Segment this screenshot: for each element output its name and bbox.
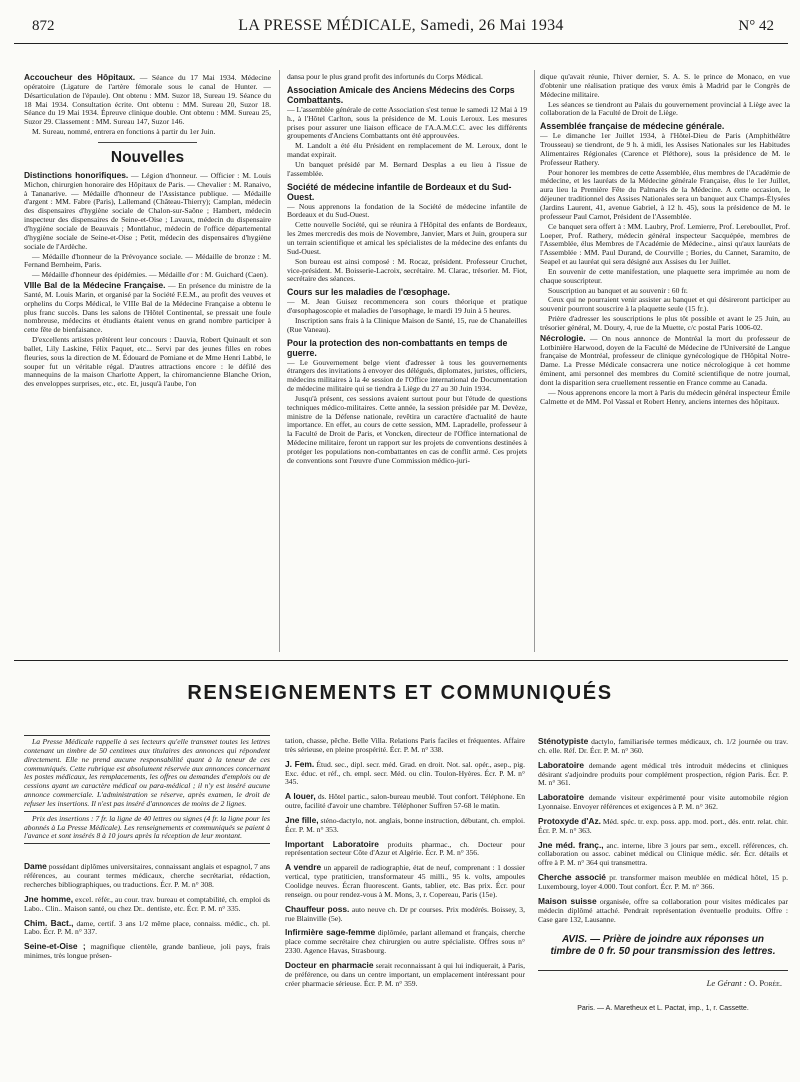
heading-necrologie: Nécrologie.: [540, 332, 586, 343]
paragraph: — Le dimanche 1er Juillet 1934, à l'Hôtel-Dieu de Paris (Amphithéâtre Trousseau) se tiendront, de 9 h. à midi, les Assises Nationales sur les Habitudes Alimentaires Régionales (Carence et Pléthore), sous la présidence de M. le Professeur Rathery.: [540, 131, 790, 167]
column-3: [540, 73, 790, 408]
paragraph: — Nous apprenons la fondation de la Société de médecine infantile de Bordeaux et du Sud-Ouest.: [287, 201, 527, 220]
classified-ad: Important Laboratoire produits pharmac., ch. Docteur pour représentation secteur Côte d'Azur et Algérie. Écr. P. M. n° 356.: [285, 838, 525, 858]
paragraph: Distinctions honorifiques. — Légion d'honneur. — Officier : M. Louis Michon, chirurgien honoraire des Hôpitaux de Paris. — Chevalier : M. Ranaivo, à Tananarive. — Médaille d'honneur de l'Assistance publique. — Médaille d'argent : MM. Fabre (Paris), Lallemand (Château-Thierry); Camplan, médecin des dispensaires d'hygiène sociale de Chalon-sur-Saône ; Hambert, médecin inspecteur des dispensaires de Seine-et-Oise ; Lavaux, médecin du dispensaire d'hygiène sociale de Beauvais ; Montlahuc, médecin de l'office départemental d'hygiène sociale de Seine-et-Oise ; Petit, médecin des dispensaires d'hygiène sociale de l'Ardèche.: [24, 169, 271, 251]
issue-number: N° 42: [738, 18, 774, 34]
paragraph: Jusqu'à présent, ces sessions avaient surtout pour but l'étude de questions techniques médico-militaires. Cette année, la session présidée par M. Devèze, ministre de la Défense nationale, revêtira un caractère d'actualité de haute importance. En effet, au cours de cette session, MM. Lapradelle, professeur à la Faculté de Droit de Paris, et Voncken, directeur de l'Office international de Médecine militaire, feront un rapport sur les projets de conventions destinées à protéger les populations non-combattantes en cas de conflit armé. Ces projets de conventions sont l'œuvre d'une Commission médico-juri-: [287, 393, 527, 465]
paragraph: dansa pour le plus grand profit des infortunés du Corps Médical.: [287, 73, 483, 81]
column-2: [287, 73, 527, 467]
section-rule: [14, 660, 788, 661]
classified-ad: Docteur en pharmacie serait reconnaissant à qui lui indiquerait, à Paris, de préférence, ou dans un centre important, un emplacement intéressant pour créer pharmacie sérieuse. Écr. P. M. n° 359.: [285, 959, 525, 988]
column-divider: [279, 70, 280, 652]
paragraph: Cette nouvelle Société, qui se réunira à l'Hôpital des enfants de Bordeaux, les 2mes mercredis des mois de Novembre, Janvier, Mars et Juin, groupera sur un terrain scientifique et amical les spécialistes de la médecine des enfants du Sud-Ouest.: [287, 220, 527, 256]
heading-amicale: Association Amicale des Anciens Médecins des Corps Combattants.: [287, 84, 515, 105]
classified-ad: Jne méd. franç., anc. interne, libre 3 jours par sem., excell. références, ch. collaboration ou assoc. cabinet médical ou Clinique médic. sér. Écr. détails et offre à P. M. n° 364 qui transmettra.: [538, 839, 788, 868]
paragraph: dique qu'avait réunie, l'hiver dernier, S. A. S. le prince de Monaco, en vue d'obtenir une réalisation pratique des vœux émis à Madrid par le Congrès de Médecine militaire.: [540, 73, 790, 99]
price-notice: Prix des insertions : 7 fr. la ligne de 40 lettres ou signes (4 fr. la ligne pour les abonnés à La Presse Médicale). Les renseignements et communiqués se paient à l'avance et sont insérés 8 à 10 jours après la réception de leur montant.: [24, 813, 270, 845]
paragraph: Pour honorer les membres de cette Assemblée, élus membres de l'Académie de médecine, et les lauréats de la Médecine générale Française, élus le 1er Juillet, aura lieu la Première Fête du Palmarès de la Médecine. A cette occasion, le déjeuner traditionnel des Assises Nationales sera un banquet aux Champs-Élysées (Jardins Laurent, 41, avenue Gabriel, à 12 h. 45), sous la présidence de M. le professeur Paul Carnot, Président de l'Assemblée.: [540, 167, 790, 221]
paragraph: — L'assemblée générale de cette Association s'est tenue le samedi 12 Mai à 19 h., à l'Hôtel Carlton, sous la présidence de M. Louis Leroux. Les mesures prises pour assurer une liaison efficace de l'A.A.M.C.C. avec les différents groupements d'Anciens Combattants ont été approuvées.: [287, 104, 527, 141]
classified-ad: Laboratoire demande visiteur expérimenté pour visite automobile région Lyonnaise. Envoyer références et exigences à P. M. n° 362.: [538, 792, 788, 812]
section-title: RENSEIGNEMENTS ET COMMUNIQUÉS: [187, 682, 613, 704]
separator: [98, 142, 197, 143]
classified-ad: A vendre un appareil de radiographie, état de neuf, comprenant : 1 dossier vertical, type pratiticien, transformateur 45 milli., 95 k. volts, ampoules Coolidge neuves. Écran fluorescent. Gants, tablier, etc. Bas prix. Écr. pour renseign. ou pour rendez-vous à M. Mons, 3, r. Copereau, Paris (15e).: [285, 862, 525, 899]
paragraph: Accoucheur des Hôpitaux. — Séance du 17 Mai 1934. Médecine opératoire (Ligature de l'artère fémorale sous le canal de Hunter. — Désarticulation de l'épaule). Ont obtenu : MM. Suzor 18, Sureau 19. Séance du 18 Mai 1934. Consultation écrite. Ont obtenu : MM. Sureau 20, Suzor 18. Séance du 19 Mai 1934. Épreuve clinique double. Ont obtenu : MM. Sureau 25, Suzor 29. Classement : MM. Sureau 147, Suzor 146.: [24, 73, 271, 127]
heading-protection: Pour la protection des non-combattants en temps de guerre.: [287, 337, 508, 358]
classified-ad: Sténotypiste dactylo, familiarisée termes médicaux, ch. 1/2 journée ou trav. ch. elle. Réf. Dr. Écr. P. M. n° 360.: [538, 737, 788, 755]
classified-ad: Chauffeur poss. auto neuve ch. Dr pr courses. Prix modérés. Boissey, 3, rue Blainville (5e).: [285, 903, 525, 923]
paragraph: Ceux qui ne pourraient venir assister au banquet et qui désireront participer au souvenir pourront souscrire à la plaquette seule (15 fr.).: [540, 295, 790, 314]
classified-ad: Chim. Bact., dame, certif. 3 ans 1/2 même place, connaiss. médic., ch. pl. Labo. Écr. P. M. n° 337.: [24, 917, 270, 937]
classified-ad: Infirmière sage-femme diplômée, parlant allemand et français, cherche place comme secrétaire chez chirurgien ou autre spécialiste. Offres sous n° 2330. Agence Havas, Strasbourg.: [285, 927, 525, 956]
notice-box: La Presse Médicale rappelle à ses lecteurs qu'elle transmet toutes les lettres contenant un timbre de 50 centimes aux titulaires des annonces qui répondent directement. Elle ne prend aucune responsabilité quant à la teneur de ces communiqués. Cette rubrique est absolument réservée aux annonces concernant les postes médicaux, les remplacements, les offres ou demandes d'emplois ou de cessions ayant un caractère médical ou para-médical ; il n'y est inséré aucune annonce commerciale. L'administration se réserve, après examen, le droit de refuser les insertions. Il n'est pas inséré d'annonces de moins de 2 lignes.: [24, 735, 270, 812]
classified-ad: Jne fille, sténo-dactylo, not. anglais, bonne instruction, débutant, ch. emploi. Écr. P. M. n° 353.: [285, 814, 525, 834]
classifieds-column-2: [285, 737, 525, 989]
classified-ad: Laboratoire demande agent médical très introduit médecins et cliniques désirant s'adjoindre produits pour complément prospection, région Paris. Écr. P. M. n° 361.: [538, 759, 788, 788]
classified-ad: Seine-et-Oise ; magnifique clientèle, grande banlieue, joli pays, frais minimes, très longue présen-: [24, 941, 270, 961]
classified-ad: Dame possédant diplômes universitaires, connaissant anglais et espagnol, 7 ans références, au courant termes médicaux, cherche secrétariat, rédaction, recherches bibliographiques, ou traductions. Écr. P. M. n° 308.: [24, 861, 270, 889]
classified-ad: J. Fem. Étud. sec., dipl. secr. méd. Grad. en droit. Not. sal. opér., asep., pig. Exc. éduc. et réf., ch. empl. secr. Méd. ou clin. Toulon-Hyères. Écr. P. M. n° 345.: [285, 758, 525, 787]
classified-ad: Protoxyde d'Az. Méd. spéc. tr. exp. poss. app. mod. port., dés. entr. relat. chir. Écr. P. M. n° 363.: [538, 815, 788, 835]
paragraph: M. Sureau, nommé, entrera en fonctions à partir du 1er Juin.: [32, 127, 216, 137]
classified-ad: Jne homme, excel. référ., au cour. trav. bureau et comptabilité, ch. emploi ds Labo.. Clin.. Maison santé, ou chez Dr.. dentiste, etc. Écr. P. M. n° 335.: [24, 893, 270, 913]
paragraph: Ce banquet sera offert à : MM. Laubry, Prof. Lemierre, Prof. Lereboullet, Prof. Loeper, Prof. Rathery, médecin général inspecteur Sacquépée, membres de l'Assemblée, élus Membres de l'Académie de Médecine., ainsi qu'aux lauréats de l'Assemblée : MM. Paul Durand, de Courville ; Bories, du Cannet, Saramito, de Seapel et au lauréat qui sera désigné aux Assises du 1er Juillet.: [540, 221, 790, 267]
paragraph: — Médaille d'honneur de la Prévoyance sociale. — Médaille de bronze : M. Fernand Bernheim, Paris.: [24, 251, 271, 270]
paragraph: Les séances se tiendront au Palais du gouvernement provincial à Liège avec la collaboration de la Faculté de Droit de Liège.: [540, 99, 790, 118]
paragraph: Un banquet présidé par M. Bernard Desplas a eu lieu à l'issue de l'assemblée.: [287, 159, 527, 178]
classifieds-column-1: [24, 735, 270, 962]
paragraph: — M. Jean Guisez recommencera son cours théorique et pratique d'œsophagoscopie et maladies de l'œsophage, le mardi 19 Juin à 5 heures.: [287, 297, 527, 316]
classified-ad: tation, chasse, pêche. Belle Villa. Relations Paris faciles et fréquentes. Affaire très sérieuse, en pleine prospérité. Écr. P. M. n° 338.: [285, 737, 525, 754]
heading-bordeaux: Société de médecine infantile de Bordeaux et du Sud-Ouest.: [287, 181, 512, 202]
avis-notice-line-2: timbre de 0 fr. 50 pour transmission des lettres.: [550, 946, 776, 958]
classified-ad: A louer, ds. Hôtel partic., salon-bureau meublé. Tout confort. Téléphone. En outre, facilité d'avoir une chambre. Téléphoner Suffren 57-68 le matin.: [285, 791, 525, 811]
page-header: [14, 14, 788, 44]
heading-oesophage: Cours sur les maladies de l'œsophage.: [287, 287, 450, 298]
paragraph: D'excellents artistes prêtèrent leur concours : Dauvia, Robert Quinault et son ballet, Lily Laskine, Félix Paquet, etc... Servi par des jeunes filles en robes fleuries, sous la direction de M. Édouard de Pomiane et de Mme Henri Labbé, le souper fut un véritable régal. D'autres attractions encore : le défilé des mannequins de la maison Charlotte Appert, la chiromancienne Blanche Orion, des enveloppes surprises, etc., etc. Et, jusqu'à l'aube, l'on: [24, 335, 271, 389]
paragraph: — Le Gouvernement belge vient d'adresser à tous les gouvernements étrangers des invitations à envoyer des délégués, diplomates, juristes, officiers, médecins militaires à la 4e session de l'Office international de Documentation de médecine militaire qui se tiendra à Liège du 27 au 30 Juin 1934.: [287, 357, 527, 394]
heading-assemblee: Assemblée française de médecine générale.: [540, 121, 725, 132]
column-divider: [534, 70, 535, 652]
paragraph: Nécrologie. — On nous annonce de Montréal la mort du professeur de Lotbinière Harwood, doyen de la Faculté de Médecine de l'Université de Langue française de Montréal, professeur de clinique gynécologique de l'Hôpital Notre-Dame. La Presse Médicale consacrera une notice nécrologique à cet homme éminent, ami personnel des membres du Comité scientifique de notre journal, dont la disparition sera cruellement ressentie en France comme au Canada.: [540, 332, 790, 387]
paragraph: En souvenir de cette manifestation, une plaquette sera imprimée au nom de chaque souscripteur.: [540, 266, 790, 285]
printer-imprint: Paris. — A. Maretheux et L. Pactat, imp., 1, r. Cassette.: [577, 1005, 749, 1013]
paragraph: M. Landolt a été élu Président en remplacement de M. Leroux, dont le mandat expirait.: [287, 141, 527, 160]
paragraph: VIIIe Bal de la Médecine Française. — En présence du ministre de la Santé, M. Louis Marin, et organisé par la Société F.E.M., au profit des veuves et orphelins du Corps Médical, le VIIIe Bal de la Médecine Française a obtenu le plus franc succès. Dans les salons de l'Hôtel Continental, se pressait une foule nombreuse, médecins et étudiants étaient venus en grand nombre participer à cette fête de bienfaisance.: [24, 280, 271, 335]
paragraph: — Nous apprenons encore la mort à Paris du médecin général inspecteur Émile Calmette et de MM. Pol Vassal et Robert Henry, anciens internes des hôpitaux.: [540, 387, 790, 406]
journal-title: LA PRESSE MÉDICALE, Samedi, 26 Mai 1934: [238, 17, 564, 34]
section-nouvelles: Nouvelles: [110, 148, 185, 166]
heading-bal: VIIIe Bal de la Médecine Française.: [24, 280, 166, 291]
paragraph: — Médaille d'honneur des épidémies. — Médaille d'or : M. Guichard (Caen).: [32, 270, 268, 280]
heading-distinctions: Distinctions honorifiques.: [24, 169, 129, 180]
page-number: 872: [32, 18, 55, 34]
classifieds-column-3: [538, 737, 788, 1013]
column-1: [24, 73, 271, 390]
paragraph: Prière d'adresser les souscriptions le plus tôt possible et avant le 25 Juin, au trésorier général, M. Doury, 4, rue de la Muette, c/c postal Paris 1006-02.: [540, 314, 790, 332]
paragraph: Inscription sans frais à la Clinique Maison de Santé, 15, rue de Chanaleilles (Rue Vaneau).: [287, 315, 527, 334]
paragraph: Son bureau est ainsi composé : M. Rocaz, président. Professeur Cruchet, vice-président. M. Boisserie-Lacroix, secrétaire. M. Clarac, trésorier. M. Fiot, secrétaire des séances.: [287, 256, 527, 284]
gerant-signature: Le Gérant : O. Porée.: [538, 970, 788, 988]
heading-accoucheur: Accoucheur des Hôpitaux.: [24, 73, 136, 82]
avis-notice: AVIS. — Prière de joindre aux réponses un: [561, 934, 765, 946]
paragraph: Souscription au banquet et au souvenir : 60 fr.: [548, 285, 688, 295]
classified-ad: Maison suisse organisée, offre sa collaboration pour visites médicales par médecin diplômé attaché. Pendrait représentation éventuelle produits. Offre : Case gare 132, Lausanne.: [538, 895, 788, 924]
classified-ad: Cherche associé pr. transformer maison meublée en médical hôtel, 15 p. Luxembourg, loyer 4.000. Tout confort. Écr. P. M. n° 366.: [538, 872, 788, 891]
